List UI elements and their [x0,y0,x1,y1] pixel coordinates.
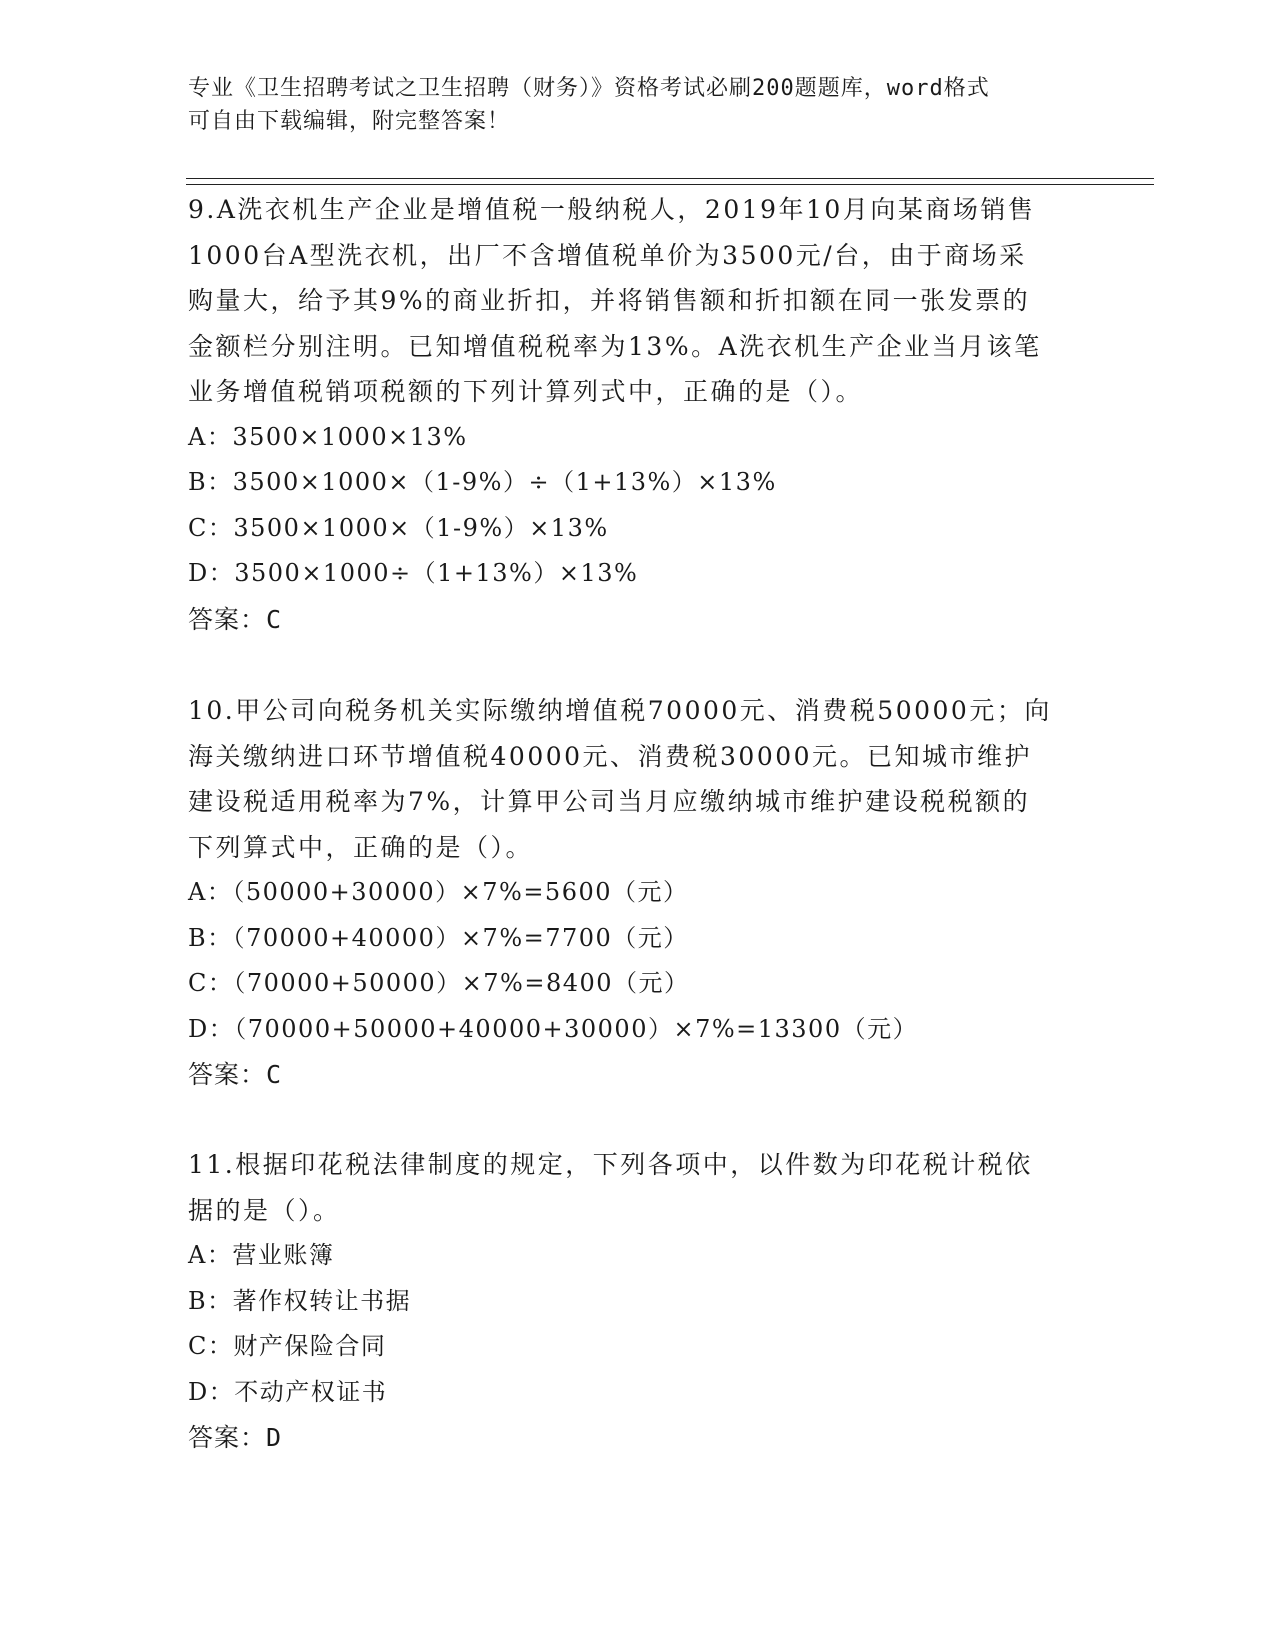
answer-line: 答案：D [188,1423,283,1452]
option-a: A：（50000+30000）×7%=5600（元） [188,878,689,906]
question-stem-line: 建设税适用税率为7%，计算甲公司当月应缴纳城市维护建设税税额的 [188,787,1031,816]
question-stem-line: 下列算式中，正确的是（）。 [188,832,534,862]
question-stem-line: 1000台A型洗衣机，出厂不含增值税单价为3500元/台，由于商场采 [188,240,1027,270]
question-stem-line: 业务增值税销项税额的下列计算列式中，正确的是（）。 [188,377,864,406]
option-a: A：3500×1000×13% [188,422,468,451]
option-b: B：3500×1000×（1-9%）÷（1+13%）×13% [188,468,777,496]
answer-line: 答案：C [188,1060,283,1089]
question-stem-line: 11.根据印花税法律制度的规定，下列各项中，以件数为印花税计税依 [188,1150,1033,1179]
option-a: A：营业账簿 [188,1241,335,1269]
question-stem-line: 金额栏分别注明。已知增值税税率为13%。A洗衣机生产企业当月该笔 [188,331,1042,361]
option-b: B：著作权转让书据 [188,1286,412,1315]
page-header [188,72,1088,138]
header-divider-bottom [186,184,1154,185]
question-10 [188,688,1088,1098]
answer-line: 答案：C [188,604,283,634]
option-d: D：不动产权证书 [188,1377,388,1406]
question-11 [188,1142,1088,1461]
question-stem-line: 9.A洗衣机生产企业是增值税一般纳税人，2019年10月向某商场销售 [188,195,1036,224]
header-divider-top [186,178,1154,179]
question-9 [188,187,1088,642]
question-stem-line: 10.甲公司向税务机关实际缴纳增值税70000元、消费税50000元；向 [188,696,1052,725]
question-stem-line: 海关缴纳进口环节增值税40000元、消费税30000元。已知城市维护 [188,741,1033,771]
option-c: C：3500×1000×（1-9%）×13% [188,513,609,542]
option-d: D：3500×1000÷（1+13%）×13% [188,559,639,587]
header-line-2: 可自由下载编辑，附完整答案！ [188,109,511,134]
option-d: D：（70000+50000+40000+30000）×7%=13300（元） [188,1014,919,1043]
question-stem-line: 据的是（）。 [188,1195,341,1225]
header-line-1: 专业《卫生招聘考试之卫生招聘（财务）》资格考试必刷200题题库，word格式 [188,76,990,101]
option-b: B：（70000+40000）×7%=7700（元） [188,923,689,952]
question-stem-line: 购量大，给予其9%的商业折扣，并将销售额和折扣额在同一张发票的 [188,286,1031,315]
option-c: C：财产保险合同 [188,1332,387,1360]
option-c: C：（70000+50000）×7%=8400（元） [188,969,690,997]
